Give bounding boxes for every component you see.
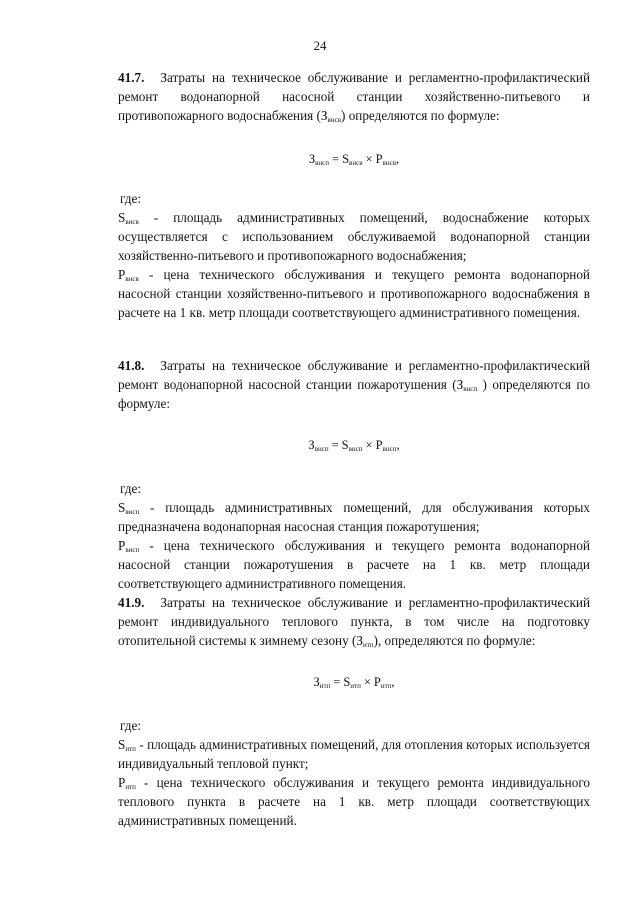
definition-s xyxy=(118,498,590,536)
formula-b-sub: внсп xyxy=(382,445,397,453)
formula-times: × xyxy=(365,438,373,452)
def-subscript: внсв xyxy=(125,275,139,283)
def-symbol: S xyxy=(118,737,126,752)
section-number: 41.9. xyxy=(118,595,145,610)
formula-equals: = xyxy=(332,152,340,166)
intro-text: Затраты на техническое обслуживание и регламентно-профилактический ремонт водонапорной насосной станции пожаротушения (З xyxy=(118,358,590,392)
formula-lhs-sub: итп xyxy=(319,682,331,690)
section-intro xyxy=(118,356,590,413)
where-label: где: xyxy=(120,191,141,206)
formula-a-sub: итп xyxy=(350,682,361,690)
def-text: - цена технического обслуживания и текущего ремонта индивидуального теплового пункта в расчете на 1 кв. метр площади соответствующих административных помещений. xyxy=(118,775,590,828)
formula xyxy=(118,437,590,453)
definition-s xyxy=(118,208,590,265)
formula-times: × xyxy=(363,675,371,689)
section-number: 41.8. xyxy=(118,358,145,373)
formula-end: , xyxy=(396,152,400,166)
def-subscript: итп xyxy=(125,783,136,791)
intro-subscript: итп xyxy=(362,641,374,649)
intro-text: Затраты на техническое обслуживание и регламентно-профилактический ремонт индивидуального теплового пункта, в том числе на подготовку отопительной системы к зимнему сезону (З xyxy=(118,595,590,648)
formula-end: , xyxy=(396,438,400,452)
def-text: - площадь административных помещений, для обслуживания которых предназначена водонапорная насосная станция пожаротушения; xyxy=(118,500,590,534)
intro-subscript: внсв xyxy=(327,116,341,124)
formula-a-sub: внсп xyxy=(348,445,363,453)
definition-p xyxy=(118,773,590,830)
def-subscript: итп xyxy=(125,745,136,753)
formula-b: P xyxy=(375,438,383,452)
where-label: где: xyxy=(120,718,141,733)
def-subscript: внсв xyxy=(125,218,139,226)
def-symbol: S xyxy=(118,210,126,225)
formula-equals: = xyxy=(333,675,341,689)
formula-b: P xyxy=(375,152,383,166)
section-41-7 xyxy=(118,68,590,322)
intro-text-end: ), определяются по формуле: xyxy=(373,633,536,648)
formula-a: S xyxy=(342,152,350,166)
formula xyxy=(118,151,590,167)
definition-p xyxy=(118,265,590,322)
formula-b-sub: внсв xyxy=(382,159,396,167)
where-label: где: xyxy=(120,481,141,496)
section-number: 41.7. xyxy=(118,70,145,85)
def-symbol: P xyxy=(118,267,126,282)
formula-b-sub: итп xyxy=(380,682,392,690)
formula-a: S xyxy=(341,438,349,452)
def-text: - цена технического обслуживания и текущего ремонта водонапорной насосной станции хозяйственно-питьевого и противопожарного водоснабжения в расчете на 1 кв. метр площади соответствующего административного помещения. xyxy=(118,267,590,320)
intro-text-end: ) определяются по формуле: xyxy=(118,377,591,411)
formula-end: , xyxy=(391,675,395,689)
def-subscript: внсп xyxy=(125,508,140,516)
formula-lhs: З xyxy=(308,438,315,452)
intro-text-end: ) определяются по формуле: xyxy=(341,108,500,123)
formula xyxy=(118,674,590,690)
section-intro xyxy=(118,593,590,650)
formula-lhs: З xyxy=(313,675,320,689)
def-text: - площадь административных помещений, для отопления которых используется индивидуальный тепловой пункт; xyxy=(118,737,590,771)
formula-times: × xyxy=(365,152,373,166)
def-subscript: внсп xyxy=(125,546,140,554)
def-text: - цена технического обслуживания и текущего ремонта водонапорной насосной станции пожаротушения в расчете на 1 кв. метр площади соответствующего административного помещения. xyxy=(118,538,590,591)
formula-lhs: З xyxy=(308,152,316,166)
formula-b: P xyxy=(373,675,381,689)
intro-text: Затраты на техническое обслуживание и регламентно-профилактический ремонт водонапорной насосной станции хозяйственно-питьевого и противопожарного водоснабжения (З xyxy=(118,70,590,123)
formula-a-sub: внсв xyxy=(349,159,363,167)
page-number: 24 xyxy=(313,38,327,53)
section-41-8 xyxy=(118,356,590,593)
intro-subscript: внсп xyxy=(463,385,478,393)
formula-equals: = xyxy=(331,438,339,452)
definition-p xyxy=(118,536,590,593)
definition-s xyxy=(118,735,590,773)
def-text: - площадь административных помещений, водоснабжение которых осуществляется с использованием обслуживаемой водонапорной станции хозяйственно-питьевого и противопожарного водоснабжения; xyxy=(118,210,590,263)
formula-lhs-sub: внсп xyxy=(315,159,330,167)
def-symbol: P xyxy=(118,538,126,553)
formula-a: S xyxy=(343,675,351,689)
def-symbol: P xyxy=(118,775,126,790)
section-intro xyxy=(118,68,590,125)
formula-lhs-sub: внсп xyxy=(314,445,329,453)
section-41-9 xyxy=(118,593,590,830)
def-symbol: S xyxy=(118,500,126,515)
